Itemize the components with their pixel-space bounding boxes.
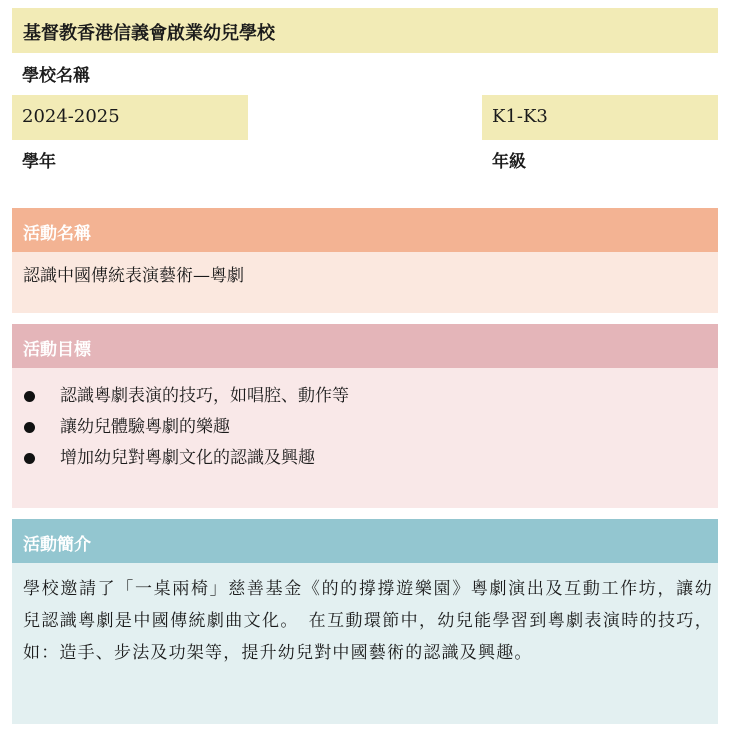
school-name-caption: 學校名稱 xyxy=(22,66,90,86)
activity-intro-header xyxy=(12,519,718,563)
school-year-caption: 學年 xyxy=(22,152,56,172)
activity-intro-header-label: 活動簡介 xyxy=(23,535,91,555)
activity-goals-header-label: 活動目標 xyxy=(23,340,91,360)
bullet-icon xyxy=(24,453,35,464)
school-name-box xyxy=(12,8,718,53)
bullet-icon xyxy=(24,391,35,402)
activity-name-header xyxy=(12,208,718,252)
list-item: 增加幼兒對粵劇文化的認識及興趣 xyxy=(24,445,349,476)
bullet-icon xyxy=(24,422,35,433)
grade-caption: 年級 xyxy=(492,152,526,172)
list-item: 認識粵劇表演的技巧，如唱腔、動作等 xyxy=(24,383,349,414)
grade-box xyxy=(482,95,718,140)
school-name: 基督教香港信義會啟業幼兒學校 xyxy=(23,23,275,44)
grade-value: K1-K3 xyxy=(492,106,548,127)
activity-goals-header xyxy=(12,324,718,368)
school-year-value: 2024-2025 xyxy=(22,106,120,127)
activity-name-header-label: 活動名稱 xyxy=(23,224,91,244)
activity-goals-list xyxy=(24,383,349,476)
activity-intro-body xyxy=(12,563,718,724)
activity-intro-text: 學校邀請了「一桌兩椅」慈善基金《的的撐撐遊樂園》粵劇演出及互動工作坊，讓幼兒認識粵劇是中國傳統劇曲文化。 在互動環節中，幼兒能學習到粵劇表演時的技巧，如：造手、步法及功架等，提升幼兒對中國藝術的認識及興趣。 xyxy=(23,579,713,663)
list-item: 讓幼兒體驗粵劇的樂趣 xyxy=(24,414,349,445)
school-year-box xyxy=(12,95,248,140)
activity-goals-body xyxy=(12,368,718,508)
activity-name-value: 認識中國傳統表演藝術—粵劇 xyxy=(23,266,244,286)
activity-name-body xyxy=(12,252,718,313)
